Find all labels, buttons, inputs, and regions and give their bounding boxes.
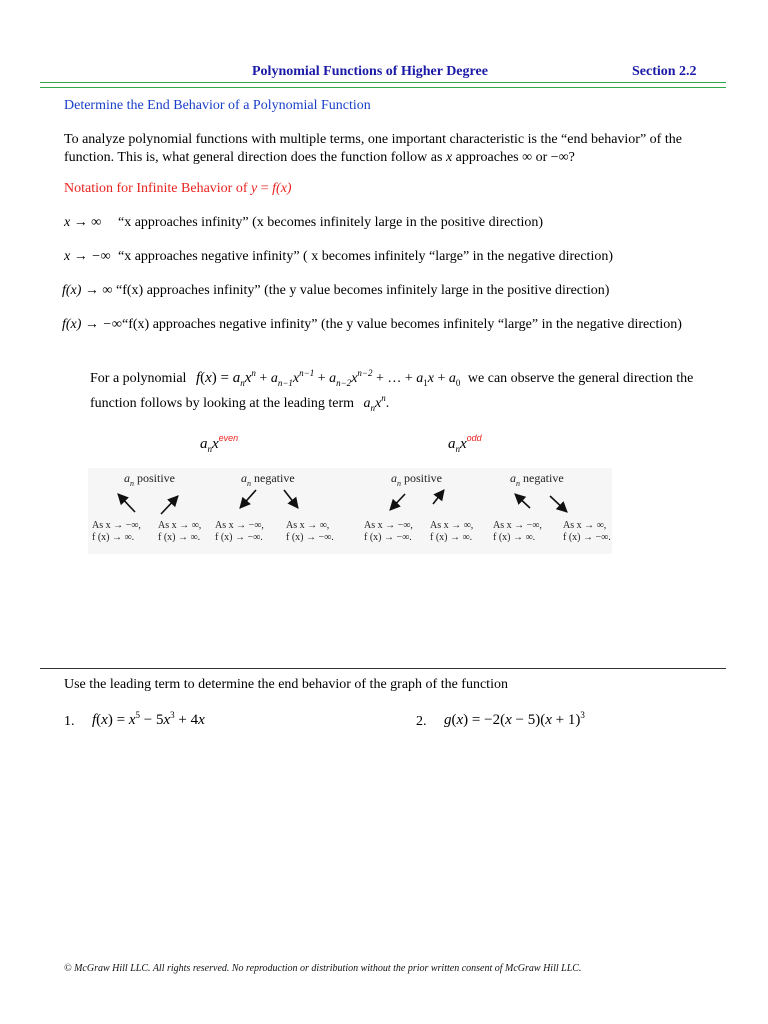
intro-line-1: To analyze polynomial functions with multiple terms, one important characteristic is the “end behavior” of the [64,132,682,147]
odd-degree-title: $a_nx^{odd}$ [448,433,482,454]
even-degree-title: $a_nx^{even}$ [200,433,239,454]
even-negative-label: $a_n$ negative [241,471,295,488]
section-number: Section 2.2 [632,64,697,79]
arrow-up-right-icon [161,496,178,514]
arrow-down-left-icon [390,494,405,510]
case-caption: As x → −∞, f (x) → −∞. [215,520,264,543]
problem-1-number: 1. [64,714,75,729]
arrow-down-left-icon [240,490,256,508]
notation-description: “x approaches negative infinity” ( x becomes infinitely “large” in the negative direction) [118,249,613,264]
arrow-up-left-icon [118,494,135,512]
intro-line-2: function. This is, what general direction does the function follow as x approaches ∞ or −∞? [64,150,575,165]
case-caption: As x → ∞, f (x) → −∞. [286,520,334,543]
odd-negative-label: $a_n$ negative [510,471,564,488]
notation-heading: Notation for Infinite Behavior of y = f(x) [64,181,292,196]
section-divider [40,668,726,669]
problem-2-formula: $g(x) = -2(x - 5)(x + 1)^3$ [444,710,585,728]
odd-positive-label: $a_n$ positive [391,471,442,488]
notation-symbol: x → −∞ [64,249,111,264]
notation-description: “x approaches infinity” (x becomes infinitely large in the positive direction) [118,215,544,230]
problem-1-formula: $f(x) = x^5 - 5x^3 + 4x$ [92,710,205,728]
notation-symbol: f(x) → −∞ [62,317,122,332]
leading-term: $a_nx^n$. [363,393,390,413]
leading-term-line: function follows by looking at the leading term $a_nx^n$. [90,393,390,413]
polynomial-formula: f [195,370,201,386]
notation-symbol: x → ∞ [64,215,102,230]
arrow-down-right-icon [550,496,567,512]
case-caption: As x → ∞, f (x) → ∞. [158,520,202,543]
case-caption: As x → −∞, f (x) → ∞. [493,520,542,543]
page-title: Polynomial Functions of Higher Degree [252,64,488,79]
notation-description: “f(x) approaches negative infinity” (the y value becomes infinitely “large” in the negative direction) [122,317,682,332]
case-caption: As x → ∞, f (x) → ∞. [430,520,474,543]
arrow-up-left-icon [515,494,530,508]
arrow-up-right-icon [433,490,444,504]
notation-description: “f(x) approaches infinity” (the y value becomes infinitely large in the positive direction) [116,283,610,298]
exercise-instruction: Use the leading term to determine the end behavior of the graph of the function [64,677,508,692]
arrow-down-right-icon [284,490,298,508]
case-caption: As x → −∞, f (x) → ∞. [92,520,141,543]
problem-2-number: 2. [416,714,427,729]
copyright-footer: © McGraw Hill LLC. All rights reserved. No reproduction or distribution without the prior written consent of McGraw Hill LLC. [64,963,582,974]
case-caption: As x → ∞, f (x) → −∞. [563,520,611,543]
case-caption: As x → −∞, f (x) → −∞. [364,520,413,543]
polynomial-statement: For a polynomial $f(x) = a_nx^n + a_{n-1}x^{n-1} + a_{n-2}x^{n-2}$ + … + $a_1x + a_0$ we can observe the general direction the [90,368,694,388]
even-positive-label: $a_n$ positive [124,471,175,488]
notation-symbol: f(x) → ∞ [62,283,113,298]
section-subtitle: Determine the End Behavior of a Polynomial Function [64,98,371,113]
